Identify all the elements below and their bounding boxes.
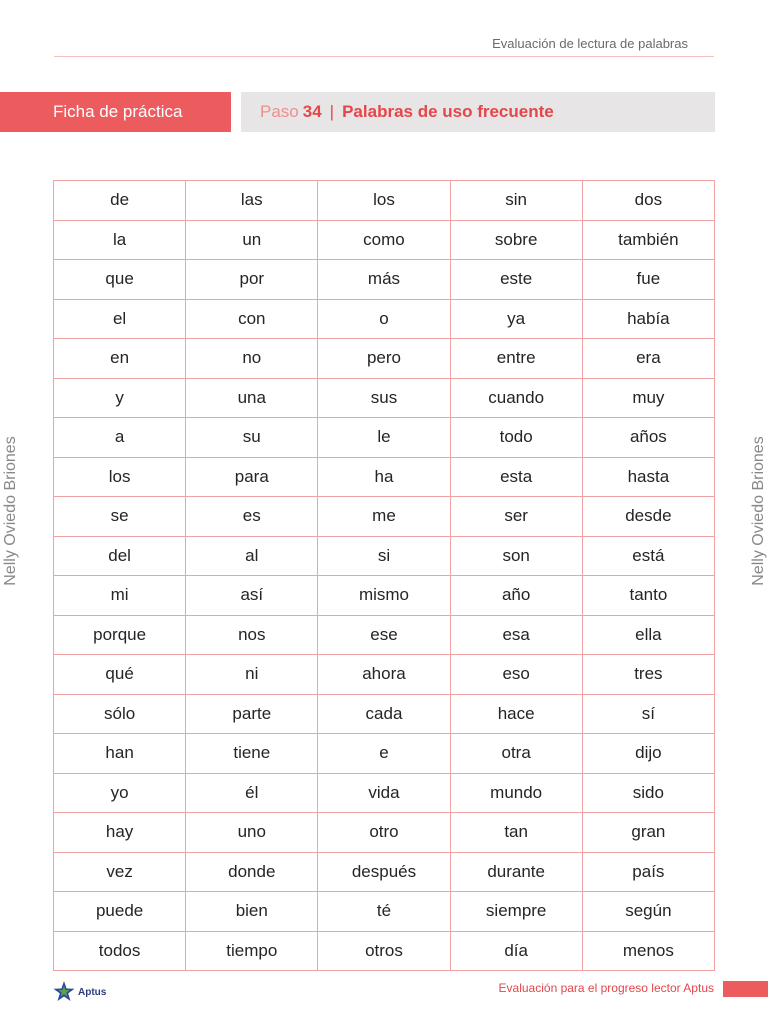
word-cell: así <box>186 576 318 616</box>
word-cell: té <box>318 892 450 932</box>
header-divider <box>54 56 714 57</box>
word-cell: ese <box>318 615 450 655</box>
word-cell: o <box>318 299 450 339</box>
word-cell: un <box>186 220 318 260</box>
word-cell: tiempo <box>186 931 318 971</box>
step-label: Paso <box>260 102 299 121</box>
word-cell: esta <box>450 457 582 497</box>
word-cell: cuando <box>450 378 582 418</box>
word-cell: había <box>582 299 714 339</box>
word-cell: hay <box>54 813 186 853</box>
word-row <box>54 852 715 892</box>
word-cell: ha <box>318 457 450 497</box>
word-cell: dos <box>582 181 714 221</box>
word-cell: no <box>186 339 318 379</box>
word-cell: gran <box>582 813 714 853</box>
word-cell: tres <box>582 655 714 695</box>
word-cell: menos <box>582 931 714 971</box>
page-header-title: Evaluación de lectura de palabras <box>492 36 688 51</box>
word-row <box>54 892 715 932</box>
word-row <box>54 576 715 616</box>
word-cell: sin <box>450 181 582 221</box>
word-cell: era <box>582 339 714 379</box>
word-cell: es <box>186 497 318 537</box>
word-cell: hasta <box>582 457 714 497</box>
word-cell: por <box>186 260 318 300</box>
word-cell: ya <box>450 299 582 339</box>
word-cell: sí <box>582 694 714 734</box>
word-cell: el <box>54 299 186 339</box>
word-row <box>54 536 715 576</box>
word-cell: eso <box>450 655 582 695</box>
word-cell: vez <box>54 852 186 892</box>
word-cell: muy <box>582 378 714 418</box>
word-cell: ahora <box>318 655 450 695</box>
word-row <box>54 260 715 300</box>
word-cell: las <box>186 181 318 221</box>
word-cell: ni <box>186 655 318 695</box>
word-row <box>54 694 715 734</box>
word-cell: mismo <box>318 576 450 616</box>
footer-text: Evaluación para el progreso lector Aptus <box>498 981 714 995</box>
word-row <box>54 220 715 260</box>
word-row <box>54 181 715 221</box>
word-cell: después <box>318 852 450 892</box>
word-cell: mi <box>54 576 186 616</box>
word-cell: yo <box>54 773 186 813</box>
word-cell: sobre <box>450 220 582 260</box>
step-number: 34 <box>302 102 322 121</box>
word-cell: en <box>54 339 186 379</box>
word-cell: ser <box>450 497 582 537</box>
word-cell: los <box>318 181 450 221</box>
word-cell: se <box>54 497 186 537</box>
word-row <box>54 615 715 655</box>
word-cell: si <box>318 536 450 576</box>
word-cell: país <box>582 852 714 892</box>
word-cell: tiene <box>186 734 318 774</box>
word-cell: día <box>450 931 582 971</box>
word-cell: cada <box>318 694 450 734</box>
word-cell: desde <box>582 497 714 537</box>
word-cell: tanto <box>582 576 714 616</box>
word-cell: sido <box>582 773 714 813</box>
word-cell: qué <box>54 655 186 695</box>
word-cell: e <box>318 734 450 774</box>
word-row <box>54 655 715 695</box>
aptus-star-icon <box>52 980 76 1004</box>
word-cell: le <box>318 418 450 458</box>
word-cell: otros <box>318 931 450 971</box>
word-cell: su <box>186 418 318 458</box>
step-separator: | <box>329 102 335 121</box>
word-cell: la <box>54 220 186 260</box>
word-cell: vida <box>318 773 450 813</box>
word-cell: y <box>54 378 186 418</box>
step-subject: Palabras de uso frecuente <box>342 102 554 121</box>
word-cell: siempre <box>450 892 582 932</box>
word-cell: sus <box>318 378 450 418</box>
word-cell: dijo <box>582 734 714 774</box>
word-cell: de <box>54 181 186 221</box>
word-cell: del <box>54 536 186 576</box>
word-cell: también <box>582 220 714 260</box>
word-cell: parte <box>186 694 318 734</box>
word-cell: este <box>450 260 582 300</box>
logo-label: Aptus <box>78 986 107 998</box>
word-row <box>54 931 715 971</box>
word-cell: uno <box>186 813 318 853</box>
word-cell: para <box>186 457 318 497</box>
word-row <box>54 734 715 774</box>
word-cell: según <box>582 892 714 932</box>
word-cell: al <box>186 536 318 576</box>
word-cell: nos <box>186 615 318 655</box>
word-row <box>54 378 715 418</box>
word-row <box>54 418 715 458</box>
word-cell: como <box>318 220 450 260</box>
word-cell: son <box>450 536 582 576</box>
word-cell: fue <box>582 260 714 300</box>
word-cell: los <box>54 457 186 497</box>
word-cell: entre <box>450 339 582 379</box>
side-author-left: Nelly Oviedo Briones <box>2 436 19 586</box>
word-row <box>54 457 715 497</box>
word-cell: tan <box>450 813 582 853</box>
word-cell: él <box>186 773 318 813</box>
word-cell: más <box>318 260 450 300</box>
word-cell: año <box>450 576 582 616</box>
word-cell: está <box>582 536 714 576</box>
ficha-label: Ficha de práctica <box>0 92 231 132</box>
word-cell: hace <box>450 694 582 734</box>
word-cell: esa <box>450 615 582 655</box>
word-cell: puede <box>54 892 186 932</box>
word-cell: una <box>186 378 318 418</box>
word-cell: otra <box>450 734 582 774</box>
word-cell: me <box>318 497 450 537</box>
word-cell: mundo <box>450 773 582 813</box>
word-cell: pero <box>318 339 450 379</box>
word-cell: donde <box>186 852 318 892</box>
word-row <box>54 339 715 379</box>
word-cell: ella <box>582 615 714 655</box>
word-cell: otro <box>318 813 450 853</box>
word-cell: que <box>54 260 186 300</box>
word-row <box>54 299 715 339</box>
word-cell: han <box>54 734 186 774</box>
word-cell: años <box>582 418 714 458</box>
word-cell: a <box>54 418 186 458</box>
step-title-bar <box>241 92 715 132</box>
word-cell: todos <box>54 931 186 971</box>
word-row <box>54 497 715 537</box>
word-row <box>54 773 715 813</box>
word-cell: bien <box>186 892 318 932</box>
word-cell: sólo <box>54 694 186 734</box>
word-cell: durante <box>450 852 582 892</box>
word-cell: todo <box>450 418 582 458</box>
side-author-right: Nelly Oviedo Briones <box>750 436 767 586</box>
word-cell: con <box>186 299 318 339</box>
footer-accent-bar <box>723 981 768 997</box>
aptus-logo <box>52 980 106 1004</box>
word-grid <box>53 180 715 971</box>
word-cell: porque <box>54 615 186 655</box>
word-row <box>54 813 715 853</box>
